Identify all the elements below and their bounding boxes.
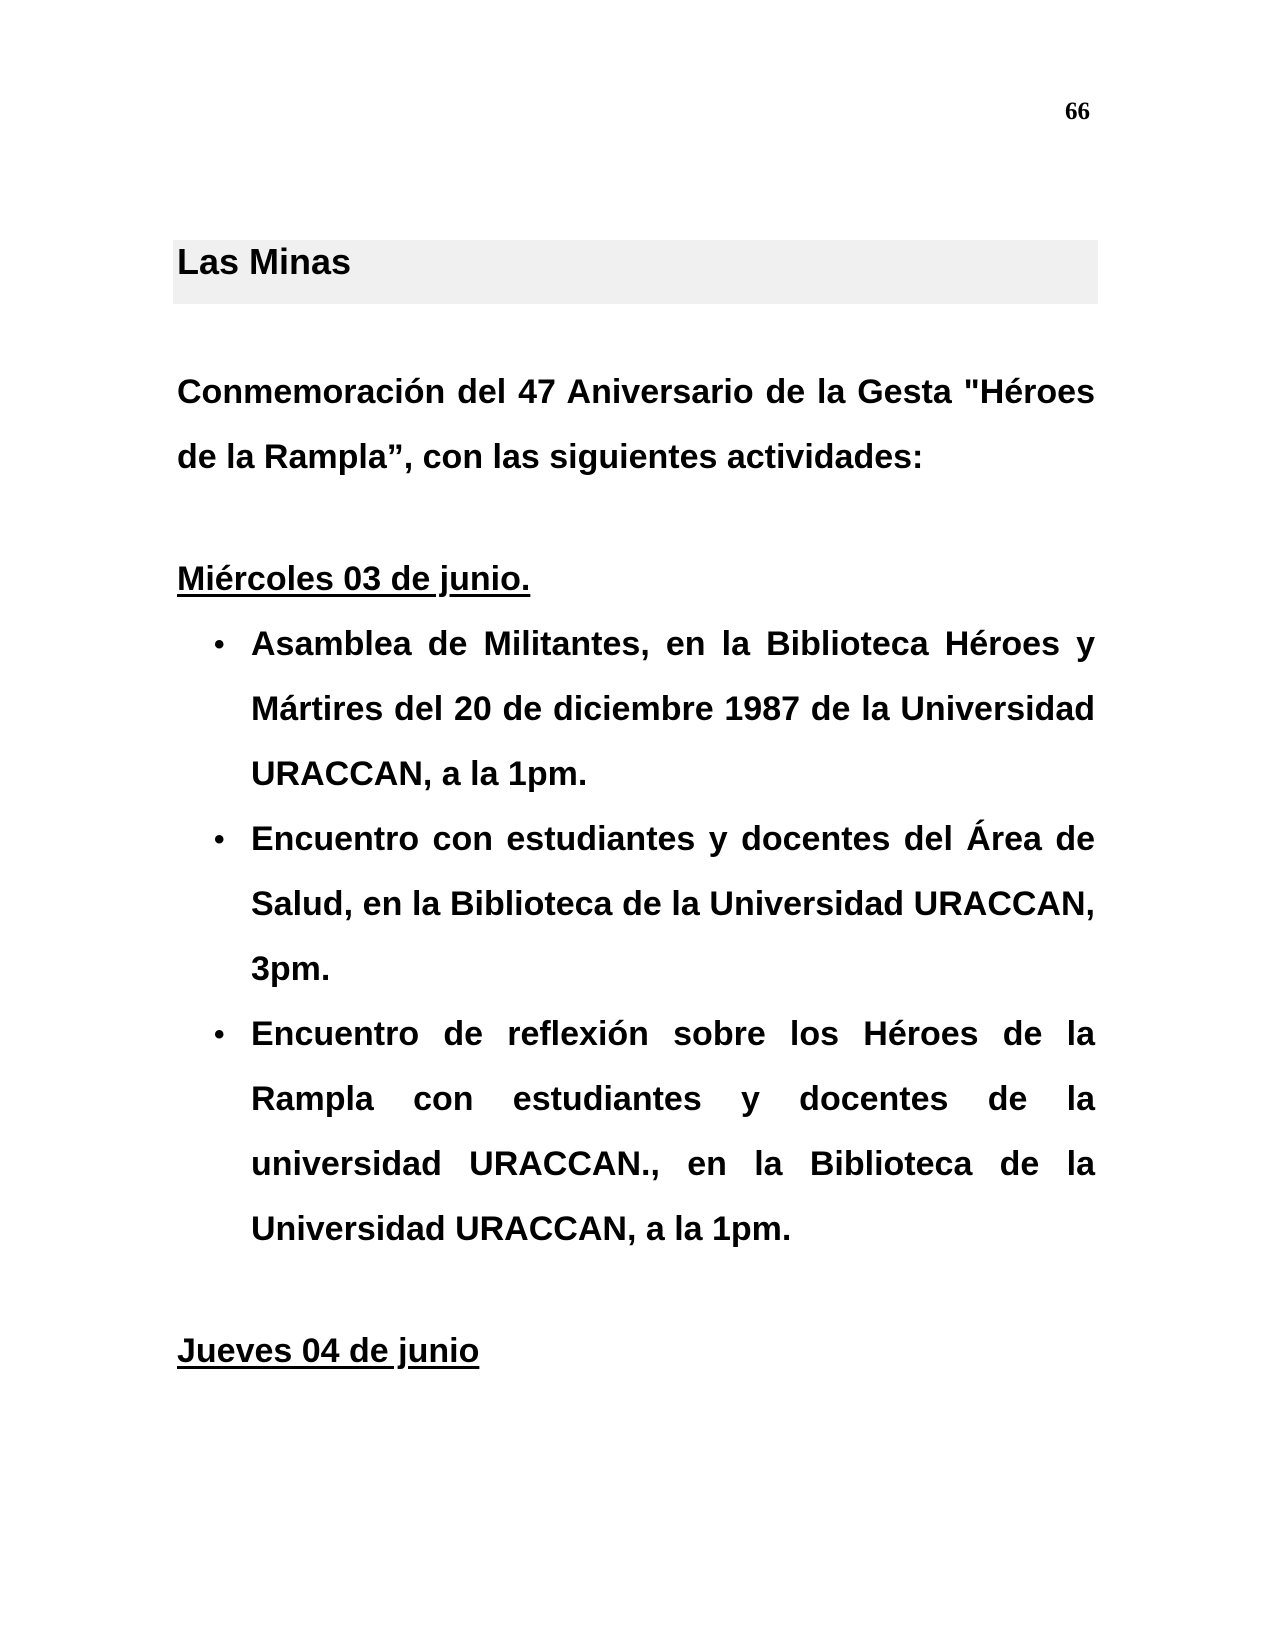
activity-text: Asamblea de Militantes, en la Biblioteca Héroes y Mártires del 20 de diciembre 1987 de la Universidad URACCAN, a la 1pm. [251, 625, 1095, 793]
bullet-icon: • [214, 1018, 225, 1051]
bullet-icon: • [214, 823, 225, 856]
document-body [177, 360, 1095, 1384]
list-item [177, 1002, 1095, 1262]
list-item [177, 807, 1095, 1002]
section-title: Las Minas [177, 241, 352, 282]
section-header [173, 240, 1098, 304]
bullet-icon: • [214, 628, 225, 661]
activity-text: Encuentro de reflexión sobre los Héroes de la Rampla con estudiantes y docentes de la universidad URACCAN., en la Biblioteca de la Universidad URACCAN, a la 1pm. [251, 1015, 1095, 1248]
intro-paragraph: Conmemoración del 47 Aniversario de la Gesta "Héroes de la Rampla”, con las siguientes actividades: [177, 373, 1095, 476]
day-heading-wednesday: Miércoles 03 de junio. [177, 560, 531, 598]
activity-list-wednesday [177, 612, 1095, 1262]
page-number: 66 [1065, 98, 1090, 125]
list-item [177, 612, 1095, 807]
activity-text: Encuentro con estudiantes y docentes del Área de Salud, en la Biblioteca de la Universidad URACCAN, 3pm. [251, 820, 1095, 988]
day-heading-thursday: Jueves 04 de junio [177, 1332, 480, 1370]
